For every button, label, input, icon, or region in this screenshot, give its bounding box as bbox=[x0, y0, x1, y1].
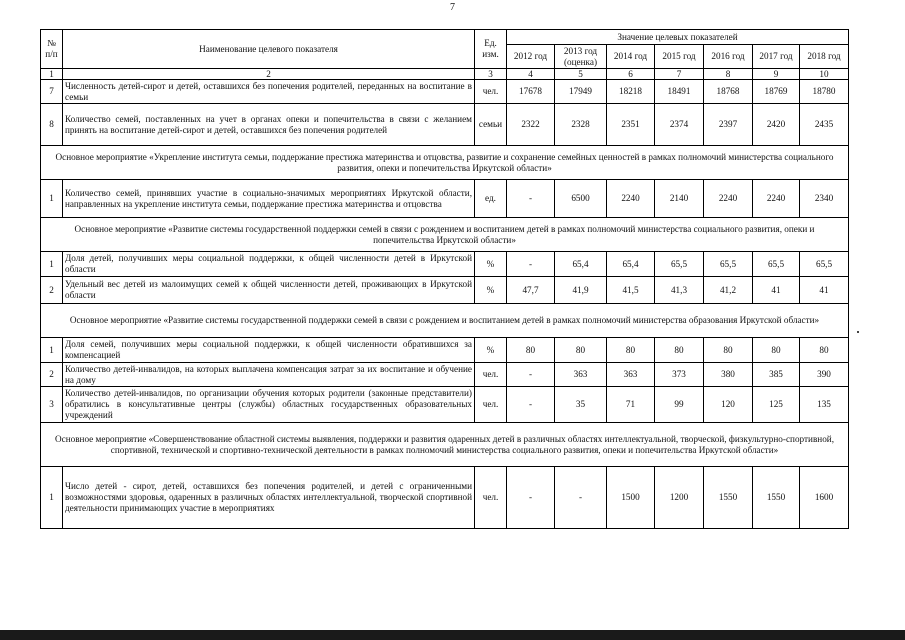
value-cell: 99 bbox=[655, 387, 704, 423]
indicator-name: Число детей - сирот, детей, оставшихся без попечения родителей, и детей с ограниченными возможностями здоровья, одаренных в различных областях интеллектуальной, творческой спортивной деятельности принимающих участие в мероприятиях bbox=[63, 467, 475, 529]
value-cell: 80 bbox=[704, 338, 753, 363]
value-cell: 80 bbox=[507, 338, 555, 363]
column-index-7: 7 bbox=[655, 69, 704, 80]
value-cell: 71 bbox=[607, 387, 655, 423]
header-unit: Ед. изм. bbox=[475, 30, 507, 69]
value-cell: 2340 bbox=[800, 180, 849, 218]
row-number: 1 bbox=[41, 180, 63, 218]
value-cell: 80 bbox=[753, 338, 800, 363]
header-year-4: 2016 год bbox=[704, 45, 753, 69]
header-year-0: 2012 год bbox=[507, 45, 555, 69]
table-row bbox=[41, 180, 849, 218]
indicator-name: Количество семей, принявших участие в социально-значимых мероприятиях Иркутской области, направленных на укрепление института семьи, поддержание престижа материнства и отцовства bbox=[63, 180, 475, 218]
column-index-4: 4 bbox=[507, 69, 555, 80]
section-row bbox=[41, 218, 849, 252]
value-cell: 65,5 bbox=[704, 252, 753, 277]
value-cell: 363 bbox=[555, 363, 607, 387]
value-cell: 35 bbox=[555, 387, 607, 423]
value-cell: 18491 bbox=[655, 80, 704, 104]
section-title: Основное мероприятие «Развитие системы государственной поддержки семей в связи с рождением и воспитанием детей в рамках полномочий министерства образования Иркутской области» bbox=[41, 304, 849, 338]
value-cell: 65,5 bbox=[655, 252, 704, 277]
value-cell: - bbox=[507, 252, 555, 277]
value-cell: 80 bbox=[800, 338, 849, 363]
value-cell: 1550 bbox=[704, 467, 753, 529]
value-cell: 41 bbox=[800, 277, 849, 304]
value-cell: 2240 bbox=[607, 180, 655, 218]
table-row bbox=[41, 80, 849, 104]
value-cell: 2435 bbox=[800, 104, 849, 146]
table-row bbox=[41, 338, 849, 363]
value-cell: 2374 bbox=[655, 104, 704, 146]
value-cell: 65,4 bbox=[555, 252, 607, 277]
target-indicators-table bbox=[40, 29, 849, 529]
value-cell: 380 bbox=[704, 363, 753, 387]
value-cell: 41,2 bbox=[704, 277, 753, 304]
value-cell: 363 bbox=[607, 363, 655, 387]
row-number: 1 bbox=[41, 338, 63, 363]
value-cell: 65,5 bbox=[800, 252, 849, 277]
value-cell: 1550 bbox=[753, 467, 800, 529]
value-cell: - bbox=[507, 387, 555, 423]
value-cell: 2397 bbox=[704, 104, 753, 146]
value-cell: 18218 bbox=[607, 80, 655, 104]
value-cell: 2328 bbox=[555, 104, 607, 146]
column-index-1: 1 bbox=[41, 69, 63, 80]
table-row bbox=[41, 467, 849, 529]
row-number: 7 bbox=[41, 80, 63, 104]
indicator-name: Количество детей-инвалидов, на которых выплачена компенсация затрат за их воспитание и обучение на дому bbox=[63, 363, 475, 387]
unit-cell: % bbox=[475, 277, 507, 304]
unit-cell: чел. bbox=[475, 363, 507, 387]
unit-cell: ед. bbox=[475, 180, 507, 218]
row-number: 2 bbox=[41, 277, 63, 304]
column-index-3: 3 bbox=[475, 69, 507, 80]
section-row bbox=[41, 146, 849, 180]
unit-cell: % bbox=[475, 338, 507, 363]
value-cell: 80 bbox=[555, 338, 607, 363]
section-title: Основное мероприятие «Укрепление института семьи, поддержание престижа материнства и отцовства, развитие и сохранение семейных ценностей в рамках полномочий министерства социального развития, опеки и попечительства Иркутской области» bbox=[41, 146, 849, 180]
section-row bbox=[41, 304, 849, 338]
header-name: Наименование целевого показателя bbox=[63, 30, 475, 69]
column-index-9: 9 bbox=[753, 69, 800, 80]
value-cell: 80 bbox=[655, 338, 704, 363]
indicator-name: Доля детей, получивших меры социальной поддержки, к общей численности детей в Иркутской области bbox=[63, 252, 475, 277]
header-year-3: 2015 год bbox=[655, 45, 704, 69]
row-number: 1 bbox=[41, 467, 63, 529]
table-row bbox=[41, 104, 849, 146]
value-cell: 390 bbox=[800, 363, 849, 387]
value-cell: 2322 bbox=[507, 104, 555, 146]
value-cell: 17949 bbox=[555, 80, 607, 104]
column-index-5: 5 bbox=[555, 69, 607, 80]
table-row bbox=[41, 387, 849, 423]
table-row bbox=[41, 252, 849, 277]
value-cell: 41,9 bbox=[555, 277, 607, 304]
unit-cell: семьи bbox=[475, 104, 507, 146]
table-row bbox=[41, 363, 849, 387]
section-row bbox=[41, 423, 849, 467]
value-cell: 6500 bbox=[555, 180, 607, 218]
table-row bbox=[41, 277, 849, 304]
unit-cell: чел. bbox=[475, 387, 507, 423]
scan-speck bbox=[857, 331, 859, 333]
value-cell: 80 bbox=[607, 338, 655, 363]
column-index-8: 8 bbox=[704, 69, 753, 80]
value-cell: - bbox=[555, 467, 607, 529]
row-number: 3 bbox=[41, 387, 63, 423]
value-cell: 120 bbox=[704, 387, 753, 423]
indicator-name: Численность детей-сирот и детей, оставшихся без попечения родителей, переданных на воспитание в семьи bbox=[63, 80, 475, 104]
value-cell: 373 bbox=[655, 363, 704, 387]
value-cell: 41,5 bbox=[607, 277, 655, 304]
value-cell: 2420 bbox=[753, 104, 800, 146]
header-values-group: Значение целевых показателей bbox=[507, 30, 849, 45]
unit-cell: % bbox=[475, 252, 507, 277]
indicator-name: Количество детей-инвалидов, по организации обучения которых родители (законные представители) обратились в консультативные центры (службы) областных государственных образовательных учреждений bbox=[63, 387, 475, 423]
value-cell: 41,3 bbox=[655, 277, 704, 304]
value-cell: 18769 bbox=[753, 80, 800, 104]
value-cell: 41 bbox=[753, 277, 800, 304]
row-number: 2 bbox=[41, 363, 63, 387]
value-cell: 2140 bbox=[655, 180, 704, 218]
value-cell: 18768 bbox=[704, 80, 753, 104]
indicator-name: Количество семей, поставленных на учет в органах опеки и попечительства в связи с желанием принять на воспитание детей-сирот и детей, оставшихся без попечения родителей bbox=[63, 104, 475, 146]
value-cell: 125 bbox=[753, 387, 800, 423]
header-year-6: 2018 год bbox=[800, 45, 849, 69]
value-cell: 65,4 bbox=[607, 252, 655, 277]
value-cell: 385 bbox=[753, 363, 800, 387]
column-index-2: 2 bbox=[63, 69, 475, 80]
value-cell: 1600 bbox=[800, 467, 849, 529]
indicator-name: Удельный вес детей из малоимущих семей к общей численности детей, проживающих в Иркутской области bbox=[63, 277, 475, 304]
unit-cell: чел. bbox=[475, 467, 507, 529]
value-cell: 2240 bbox=[753, 180, 800, 218]
value-cell: 65,5 bbox=[753, 252, 800, 277]
value-cell: 1500 bbox=[607, 467, 655, 529]
header-year-5: 2017 год bbox=[753, 45, 800, 69]
unit-cell: чел. bbox=[475, 80, 507, 104]
value-cell: 2351 bbox=[607, 104, 655, 146]
value-cell: 18780 bbox=[800, 80, 849, 104]
column-index-6: 6 bbox=[607, 69, 655, 80]
value-cell: 135 bbox=[800, 387, 849, 423]
value-cell: 1200 bbox=[655, 467, 704, 529]
section-title: Основное мероприятие «Развитие системы государственной поддержки семей в связи с рождением и воспитанием детей в рамках полномочий министерства социального развития, опеки и попечительства Иркутской области» bbox=[41, 218, 849, 252]
row-number: 8 bbox=[41, 104, 63, 146]
indicator-name: Доля семей, получивших меры социальной поддержки, к общей численности обратившихся за компенсацией bbox=[63, 338, 475, 363]
column-index-10: 10 bbox=[800, 69, 849, 80]
value-cell: 17678 bbox=[507, 80, 555, 104]
value-cell: 2240 bbox=[704, 180, 753, 218]
value-cell: 47,7 bbox=[507, 277, 555, 304]
section-title: Основное мероприятие «Совершенствование областной системы выявления, поддержки и развития одаренных детей в различных областях интеллектуальной, творческой, физкультурно-спортивной, спортивной, технической и спортивно-технической деятельности в рамках полномочий министерства социального развития, опеки и попечительства Иркутской области» bbox=[41, 423, 849, 467]
page-number: 7 bbox=[450, 2, 455, 13]
scan-bottom-edge bbox=[0, 630, 905, 640]
header-num: № п/п bbox=[41, 30, 63, 69]
value-cell: - bbox=[507, 180, 555, 218]
header-year-2: 2014 год bbox=[607, 45, 655, 69]
value-cell: - bbox=[507, 363, 555, 387]
value-cell: - bbox=[507, 467, 555, 529]
header-year-1: 2013 год (оценка) bbox=[555, 45, 607, 69]
row-number: 1 bbox=[41, 252, 63, 277]
